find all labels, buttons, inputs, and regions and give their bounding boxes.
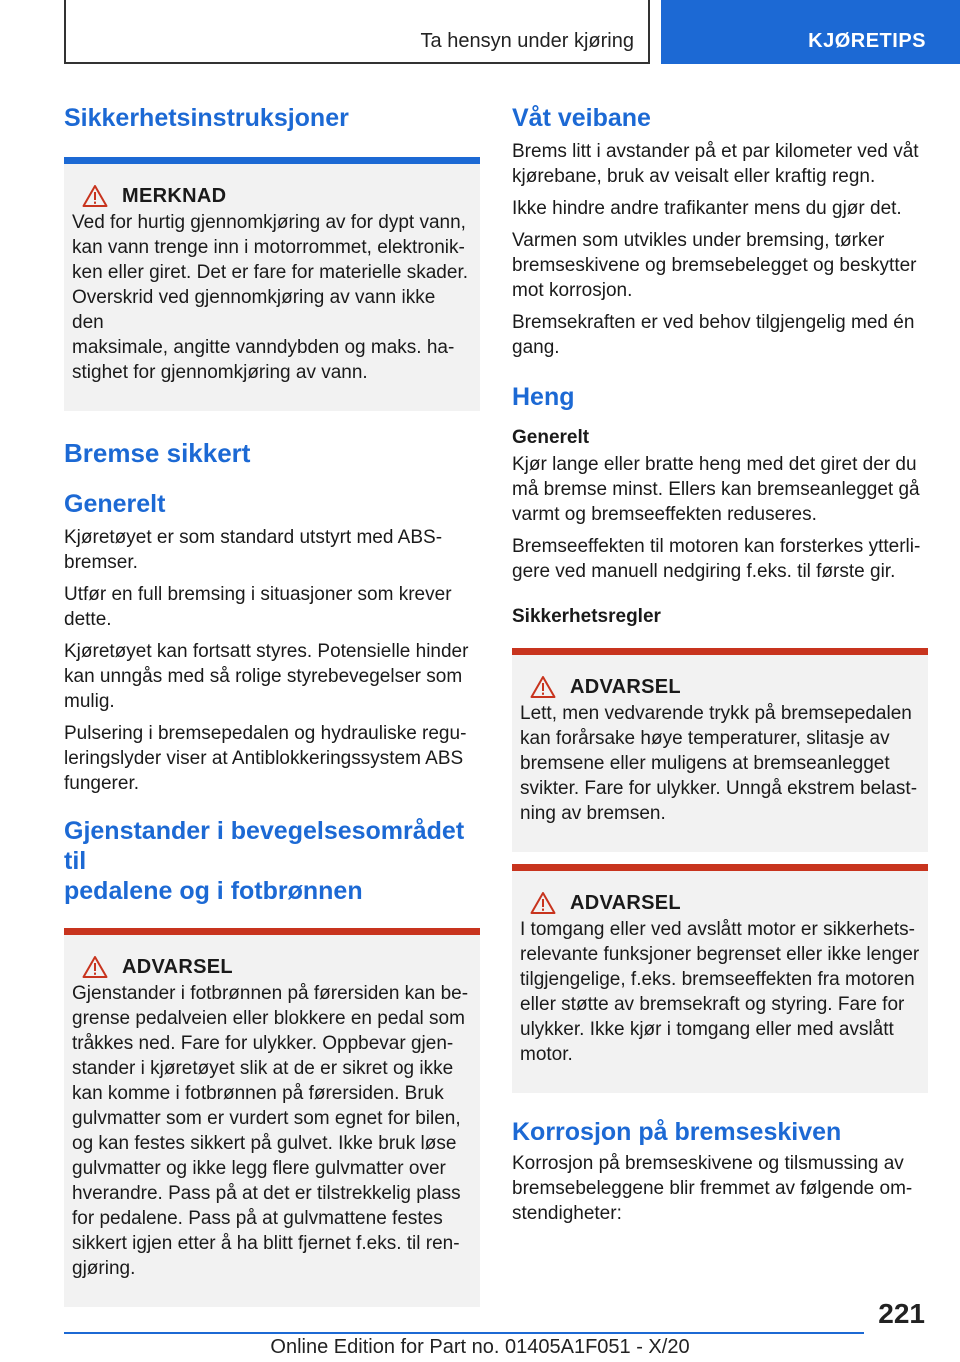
general-heading: Generelt bbox=[64, 490, 166, 518]
warning-triangle-icon bbox=[530, 675, 556, 699]
warning-box-pedal bbox=[512, 648, 928, 852]
slope-heading: Heng bbox=[512, 383, 575, 411]
wet-heading: Våt veibane bbox=[512, 104, 651, 132]
chapter-tab[interactable] bbox=[661, 0, 960, 64]
wet-paragraph: Brems litt i avstander på et par kilometer ved våt kjørebane, bruk av veisalt eller kraftig regn. bbox=[512, 141, 919, 187]
warning-text: I tomgang eller ved avslått motor er sikkerhets- relevante funksjoner begrenset eller ikke lenger tilgjengelige, f.eks. bremseeffekten fra motoren eller støtte av bremsekraft og styring. Fare for ulykker. Ikke kjør i tomgang eller med avslått motor. bbox=[520, 919, 920, 1065]
warning-triangle-icon bbox=[82, 955, 108, 979]
left-column bbox=[64, 100, 480, 1307]
note-text: Ved for hurtig gjennomkjøring av for dypt vann, kan vann trenge inn i motorrommet, elektronik- ken eller giret. Det er fare for materielle skader. Overskrid ved gjennomkjøring av vann ikke den maksimale, angitte vanndybden og maks. ha- stighet for gjennomkjøring av vann. bbox=[72, 212, 469, 383]
wet-paragraph: Bremsekraften er ved behov tilgjengelig med én gang. bbox=[512, 312, 915, 358]
section-title: Ta hensyn under kjøring bbox=[420, 30, 634, 52]
warning-label: ADVARSEL bbox=[570, 891, 681, 914]
corrosion-heading: Korrosjon på bremseskiven bbox=[512, 1118, 842, 1146]
note-label: MERKNAD bbox=[122, 184, 227, 207]
right-column bbox=[512, 100, 928, 1226]
objects-heading: Gjenstander i bevegelsesområdet til pedalene og i fotbrønnen bbox=[64, 817, 465, 905]
warning-box-objects bbox=[64, 928, 480, 1307]
wet-paragraph: Varmen som utvikles under bremsing, tørker bremseskivene og bremsebelegget og beskytter mot korrosjon. bbox=[512, 230, 917, 301]
warning-text: Gjenstander i fotbrønnen på førersiden kan be- grense pedalveien eller blokkere en pedal som tråkkes ned. Fare for ulykker. Oppbevar gjen- stander i kjøretøyet slik at de er sikret og ikke kan komme i fotbrønnen på førersiden. Bruk gulvmatter som er vurdert som egnet for bilen, og kan festes sikkert på gulvet. Ikke bruk løse gulvmatter og ikke legg flere gulvmatter over hverandre. Pass på at det er tilstrekkelig plass for pedalene. Pass på at gulvmattene festes sikkert igjen etter å ha blitt fjernet f.eks. til ren- gjøring. bbox=[72, 983, 469, 1279]
header-frame bbox=[64, 0, 650, 64]
edition-text: Online Edition for Part no. 01405A1F051 - X/20 bbox=[270, 1336, 690, 1358]
slope-paragraph: Kjør lange eller bratte heng med det giret der du må bremse minst. Ellers kan bremseanlegget gå varmt og bremseeffekten reduseres. bbox=[512, 454, 920, 525]
slope-general-heading: Generelt bbox=[512, 427, 590, 448]
brake-title: Bremse sikkert bbox=[64, 438, 251, 468]
general-paragraph: Kjøretøyet er som standard utstyrt med ABS- bremser. bbox=[64, 527, 443, 573]
safety-heading: Sikkerhetsinstruksjoner bbox=[64, 104, 349, 132]
chapter-label: KJØRETIPS bbox=[808, 30, 926, 52]
slope-paragraph: Bremseeffekten til motoren kan forsterkes ytterli- gere ved manuell nedgiring f.eks. til første gir. bbox=[512, 536, 921, 582]
general-paragraph: Kjøretøyet kan fortsatt styres. Potensielle hinder kan unngås med så rolige styrebevegelser som mulig. bbox=[64, 641, 469, 712]
warning-label: ADVARSEL bbox=[570, 675, 681, 698]
rules-heading: Sikkerhetsregler bbox=[512, 606, 661, 627]
warning-text: Lett, men vedvarende trykk på bremsepedalen kan forårsake høye temperaturer, slitasje av bremsene eller muligens at bremseanlegget svikter. Fare for ulykker. Unngå ekstrem belast- ning av bremsen. bbox=[520, 703, 918, 824]
warning-label: ADVARSEL bbox=[122, 955, 233, 978]
general-paragraph: Utfør en full bremsing i situasjoner som krever dette. bbox=[64, 584, 452, 630]
footer-divider bbox=[64, 1332, 864, 1334]
warning-triangle-icon bbox=[530, 891, 556, 915]
warning-triangle-icon bbox=[82, 184, 108, 208]
general-paragraph: Pulsering i bremsepedalen og hydrauliske regu- leringslyder viser at Antiblokkeringssystem ABS fungerer. bbox=[64, 723, 467, 794]
corrosion-paragraph: Korrosjon på bremseskivene og tilsmussing av bremsebeleggene blir fremmet av følgende om- stendigheter: bbox=[512, 1153, 913, 1224]
page-number: 221 bbox=[878, 1298, 925, 1329]
note-box bbox=[64, 157, 480, 411]
warning-box-idle bbox=[512, 864, 928, 1093]
wet-paragraph: Ikke hindre andre trafikanter mens du gjør det. bbox=[512, 198, 902, 219]
